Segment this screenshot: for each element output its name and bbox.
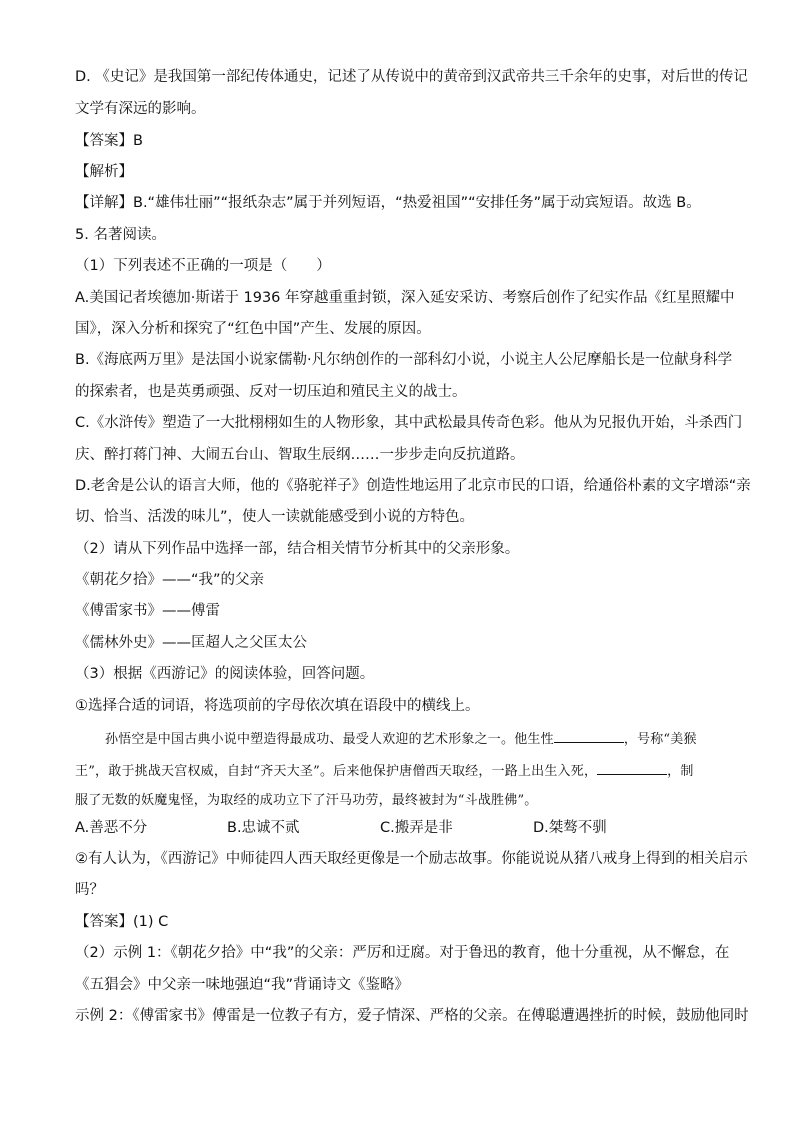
option-d-line-2: 文学有深远的影响。 [75,101,206,117]
word-option-a: A.善恶不分 [75,820,148,836]
subquestion-3-part-1: ①选择合适的词语，将选项前的字母依次填在语段中的横线上。 [75,698,480,714]
blank-2 [597,760,667,775]
analysis-label: 【解析】 [75,164,133,180]
blank-1 [554,728,624,743]
subquestion-2: （2）请从下列作品中选择一部，结合相关情节分析其中的父亲形象。 [75,541,520,557]
work-item-3: 《儒林外史》——匡超人之父匡太公 [75,635,307,651]
explanation-line: 【详解】B.“雄伟壮丽”“报纸杂志”属于并列短语，“热爱祖国”“安排任务”属于动宾短语。故选 B。 [75,195,701,211]
answer-label: 【答案】B [75,133,143,149]
passage-line-2: 王”，敢于挑战天宫权威，自封“齐天大圣”。后来他保护唐僧西天取经，一路上出生入死， ，制 [75,760,735,782]
example-2-line-1: 示例 2：《傅雷家书》傅雷是一位教子有方，爱子情深、严格的父亲。在傅聪遭遇挫折的时候，鼓励他同时 [75,1008,749,1024]
choice-b-line-2: 的探索者，也是英勇顽强、反对一切压迫和殖民主义的战士。 [75,384,467,400]
question-5-title: 5. 名著阅读。 [75,227,166,243]
answer-section-label: 【答案】(1) C [75,914,169,930]
word-option-d: D.桀骜不驯 [533,820,607,836]
subquestion-3-part-2-line-1: ②有人认为，《西游记》中师徒四人西天取经更像是一个励志故事。你能说说从猪八戒身上得到的相关启示 [75,851,748,867]
passage-line-1: 孙悟空是中国古典小说中塑造得最成功、最受人欢迎的艺术形象之一。他生性 ，号称“美猴 [105,728,735,750]
option-d-line-1: D. 《史记》是我国第一部纪传体通史，记述了从传说中的黄帝到汉武帝共三千余年的史事，对后世的传记 [75,69,748,85]
word-option-b: B.忠诚不贰 [227,820,300,836]
subquestion-1: （1）下列表述不正确的一项是（ ） [75,258,331,274]
example-1-line-1: （2）示例 1：《朝花夕拾》中“我”的父亲：严厉和迂腐。对于鲁迅的教育，他十分重视，从不懈怠，在 [75,945,730,961]
subquestion-3-part-2-line-2: 吗？ [75,882,104,898]
choice-d-line-1: D.老舍是公认的语言大师，他的《骆驼祥子》创造性地运用了北京市民的口语，给通俗朴素的文字增添“亲 [75,478,751,494]
choice-b-line-1: B.《海底两万里》是法国小说家儒勒·凡尔纳创作的一部科幻小说，小说主人公尼摩船长是一位献身科学 [75,352,733,368]
example-1-line-2: 《五猖会》中父亲一味地强迫“我”背诵诗文《鉴略》 [75,977,410,993]
subquestion-3: （3）根据《西游记》的阅读体验，回答问题。 [75,666,375,682]
choice-d-line-2: 切、恰当、活泼的味儿”，使人一读就能感受到小说的方特色。 [75,509,475,525]
choice-c-line-2: 庆、醉打蒋门神、大闹五台山、智取生辰纲……一步步走向反抗道路。 [75,447,525,463]
word-option-c: C.搬弄是非 [380,820,453,836]
choice-a-line-2: 国》，深入分析和探究了“红色中国”产生、发展的原因。 [75,321,431,337]
work-item-2: 《傅雷家书》——傅雷 [75,603,220,619]
choice-a-line-1: A.美国记者埃德加·斯诺于 1936 年穿越重重封锁，深入延安采访、考察后创作了纪实作品《红星照耀中 [75,290,735,306]
work-item-1: 《朝花夕拾》——“我”的父亲 [75,572,265,588]
passage-line-3: 服了无数的妖魔鬼怪，为取经的成功立下了汗马功劳，最终被封为“斗战胜佛”。 [75,793,538,808]
choice-c-line-1: C.《水浒传》塑造了一大批栩栩如生的人物形象，其中武松最具传奇色彩。他从为兄报仇开始，斗杀西门 [75,415,743,431]
